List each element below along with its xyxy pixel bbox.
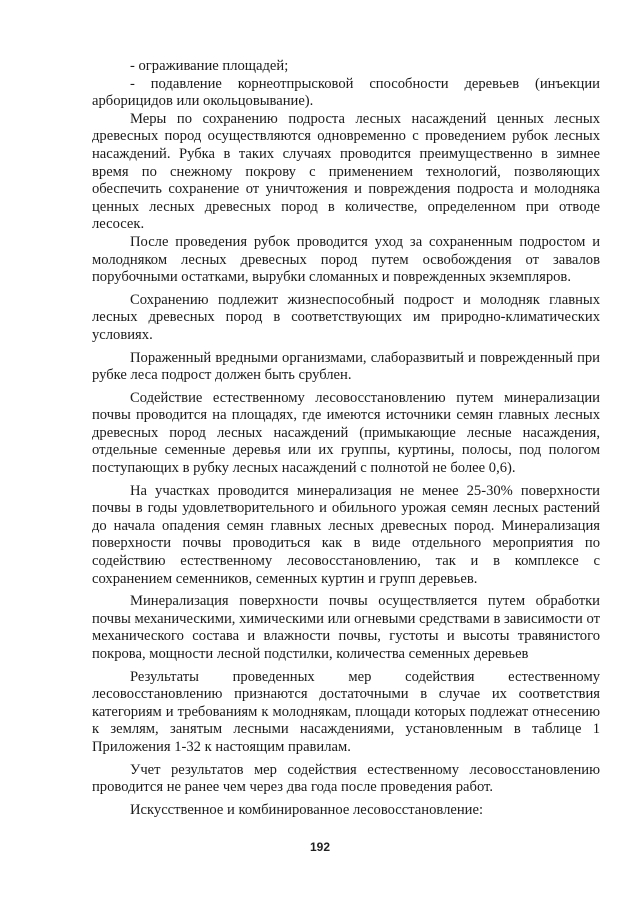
paragraph-damaged-undergrowth: Пораженный вредными организмами, слаборазвитый и поврежденный при рубке леса подрост должен быть срублен.	[92, 349, 600, 384]
paragraph-mineralization-sites: Содействие естественному лесовосстановлению путем минерализации почвы проводится на площадях, где имеются источники семян главных лесных древесных пород лесных насаждений (примыкающие лесные насаждения, отдельные семенные деревья или их группы, куртины, полосы, под пологом поступающих в рубку лесных насаждений с полнотой не более 0,6).	[92, 389, 600, 477]
page-number: 192	[309, 840, 331, 854]
paragraph-results: Результаты проведенных мер содействия естественному лесовосстановлению признаются достаточными в случае их соответствия категориям и требованиям к молоднякам, площади которых подлежат отнесению к землям, занятым лесными насаждениями, установленным в таблице 1 Приложения 1-32 к настоящим правилам.	[92, 668, 600, 755]
paragraph-viable-undergrowth: Сохранению подлежит жизнеспособный подрост и молодняк главных лесных древесных пород в соответствующих им природно-климатических условиях.	[92, 291, 600, 343]
paragraph-mineralization-share: На участках проводится минерализация не менее 25-30% поверхности почвы в годы удовлетворительного и обильного урожая семян лесных растений до начала опадения семян главных лесных древесных пород. Минерализация поверхности почвы проводиться как в виде отдельного мероприятия по содействию естественному лесовосстановлению, так и в комплексе с сохранением семенников, семенных куртин и групп деревьев.	[92, 482, 600, 587]
paragraph-post-felling-care: После проведения рубок проводится уход за сохраненным подростом и молодняком лесных древесных пород путем освобождения от завалов порубочными остатками, вырубки сломанных и поврежденных экземпляров.	[92, 233, 600, 286]
paragraph-accounting: Учет результатов мер содействия естественному лесовосстановлению проводится не ранее чем через два года после проведения работ.	[92, 761, 600, 796]
list-item-suppression: - подавление корнеотпрысковой способности деревьев (инъекции арборицидов или окольцовывание).	[92, 75, 600, 110]
paragraph-undergrowth-preservation: Меры по сохранению подроста лесных насаждений ценных лесных древесных пород осуществляются одновременно с проведением рубок лесных насаждений. Рубка в таких случаях проводится преимущественно в зимнее время по снежному покрову с применением технологий, позволяющих обеспечить сохранение от уничтожения и повреждения подроста и молодняка ценных лесных древесных пород в количестве, определенном при отводе лесосек.	[92, 110, 600, 233]
paragraph-mineralization-methods: Минерализация поверхности почвы осуществляется путем обработки почвы механическими, химическими или огневыми средствами в зависимости от механического состава и влажности почвы, густоты и высоты травянистого покрова, мощности лесной подстилки, количества семенных деревьев	[92, 593, 600, 662]
section-heading-artificial-reforestation: Искусственное и комбинированное лесовосстановление:	[130, 801, 483, 818]
document-body	[92, 58, 600, 819]
list-item-fencing: - ограживание площадей;	[130, 58, 289, 74]
